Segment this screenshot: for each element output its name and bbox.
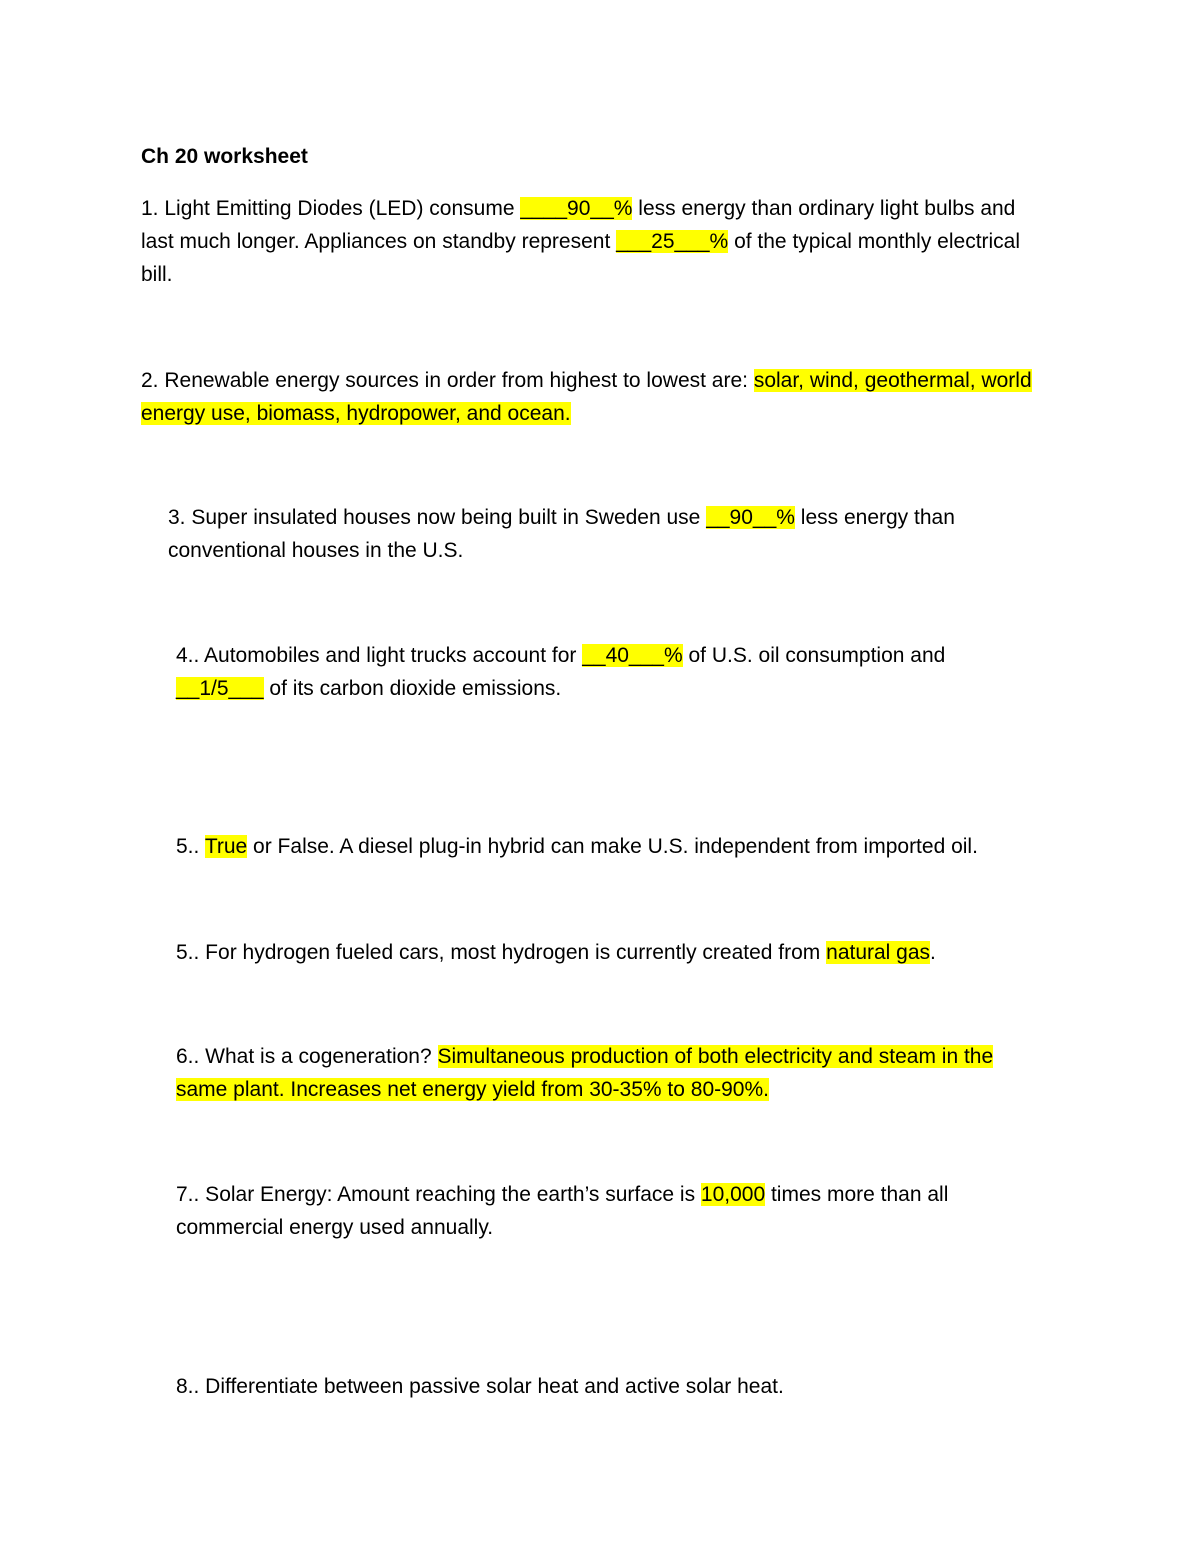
question-4-line-1 bbox=[176, 639, 945, 672]
question-1-text-c: last much longer. Appliances on standby represent bbox=[141, 230, 617, 253]
question-1-answer-standby: ___25___% bbox=[616, 230, 729, 253]
question-1-line-1 bbox=[141, 192, 1020, 225]
question-2-line-1 bbox=[141, 364, 1032, 397]
question-7-line-2: commercial energy used annually. bbox=[176, 1216, 494, 1239]
question-3-text-b: less energy than bbox=[794, 506, 955, 529]
question-1-line-2 bbox=[141, 225, 1020, 258]
question-4-answer-oil: __40___% bbox=[582, 644, 683, 667]
question-3-line-2: conventional houses in the U.S. bbox=[168, 539, 464, 562]
question-3 bbox=[168, 501, 955, 567]
question-2-answer-part-1: solar, wind, geothermal, world bbox=[753, 369, 1032, 392]
question-1-text-a: 1. Light Emitting Diodes (LED) consume bbox=[141, 197, 521, 220]
question-3-answer: __90__% bbox=[706, 506, 795, 529]
question-4-answer-co2: __1/5___ bbox=[176, 677, 264, 700]
question-1-answer-led: ____90__% bbox=[520, 197, 633, 220]
question-5a-text-b: or False. A diesel plug-in hybrid can make U.S. independent from imported oil. bbox=[247, 835, 978, 858]
question-4-text-a: 4.. Automobiles and light trucks account for bbox=[176, 644, 583, 667]
question-6-line-2 bbox=[176, 1073, 993, 1106]
question-4-text-b: of U.S. oil consumption and bbox=[682, 644, 946, 667]
question-7-line-1 bbox=[176, 1178, 948, 1211]
question-2-line-2 bbox=[141, 397, 1032, 430]
question-7-text-a: 7.. Solar Energy: Amount reaching the earth’s surface is bbox=[176, 1183, 701, 1206]
question-1-text-b: less energy than ordinary light bulbs and bbox=[632, 197, 1016, 220]
question-6 bbox=[176, 1040, 993, 1106]
question-2-answer-part-2: energy use, biomass, hydropower, and ocean. bbox=[141, 402, 571, 425]
question-1 bbox=[141, 192, 1020, 291]
question-8: 8.. Differentiate between passive solar heat and active solar heat. bbox=[176, 1375, 784, 1398]
question-5a-text-a: 5.. bbox=[176, 835, 205, 858]
question-6-line-1 bbox=[176, 1040, 993, 1073]
question-6-text-a: 6.. What is a cogeneration? bbox=[176, 1045, 438, 1068]
question-1-line-3: bill. bbox=[141, 263, 173, 286]
question-5-true-false bbox=[176, 830, 978, 863]
question-2 bbox=[141, 364, 1032, 430]
question-4-text-c: of its carbon dioxide emissions. bbox=[263, 677, 562, 700]
question-6-answer-part-1: Simultaneous production of both electricity and steam in the bbox=[437, 1045, 994, 1068]
question-1-text-d: of the typical monthly electrical bbox=[728, 230, 1021, 253]
question-5-hydrogen bbox=[176, 936, 936, 969]
question-2-text-a: 2. Renewable energy sources in order from highest to lowest are: bbox=[141, 369, 754, 392]
question-6-answer-part-2: same plant. Increases net energy yield from 30-35% to 80-90%. bbox=[176, 1078, 769, 1101]
worksheet-title: Ch 20 worksheet bbox=[141, 145, 308, 168]
question-5b-text-b: . bbox=[930, 941, 936, 964]
question-5b-answer: natural gas bbox=[826, 941, 931, 964]
question-4 bbox=[176, 639, 945, 705]
question-7 bbox=[176, 1178, 948, 1244]
question-5b-text-a: 5.. For hydrogen fueled cars, most hydrogen is currently created from bbox=[176, 941, 827, 964]
question-4-line-2 bbox=[176, 672, 945, 705]
question-3-text-a: 3. Super insulated houses now being built in Sweden use bbox=[168, 506, 707, 529]
question-3-line-1 bbox=[168, 501, 955, 534]
question-7-answer: 10,000 bbox=[700, 1183, 766, 1206]
question-5a-answer: True bbox=[204, 835, 248, 858]
question-7-text-b: times more than all bbox=[765, 1183, 949, 1206]
